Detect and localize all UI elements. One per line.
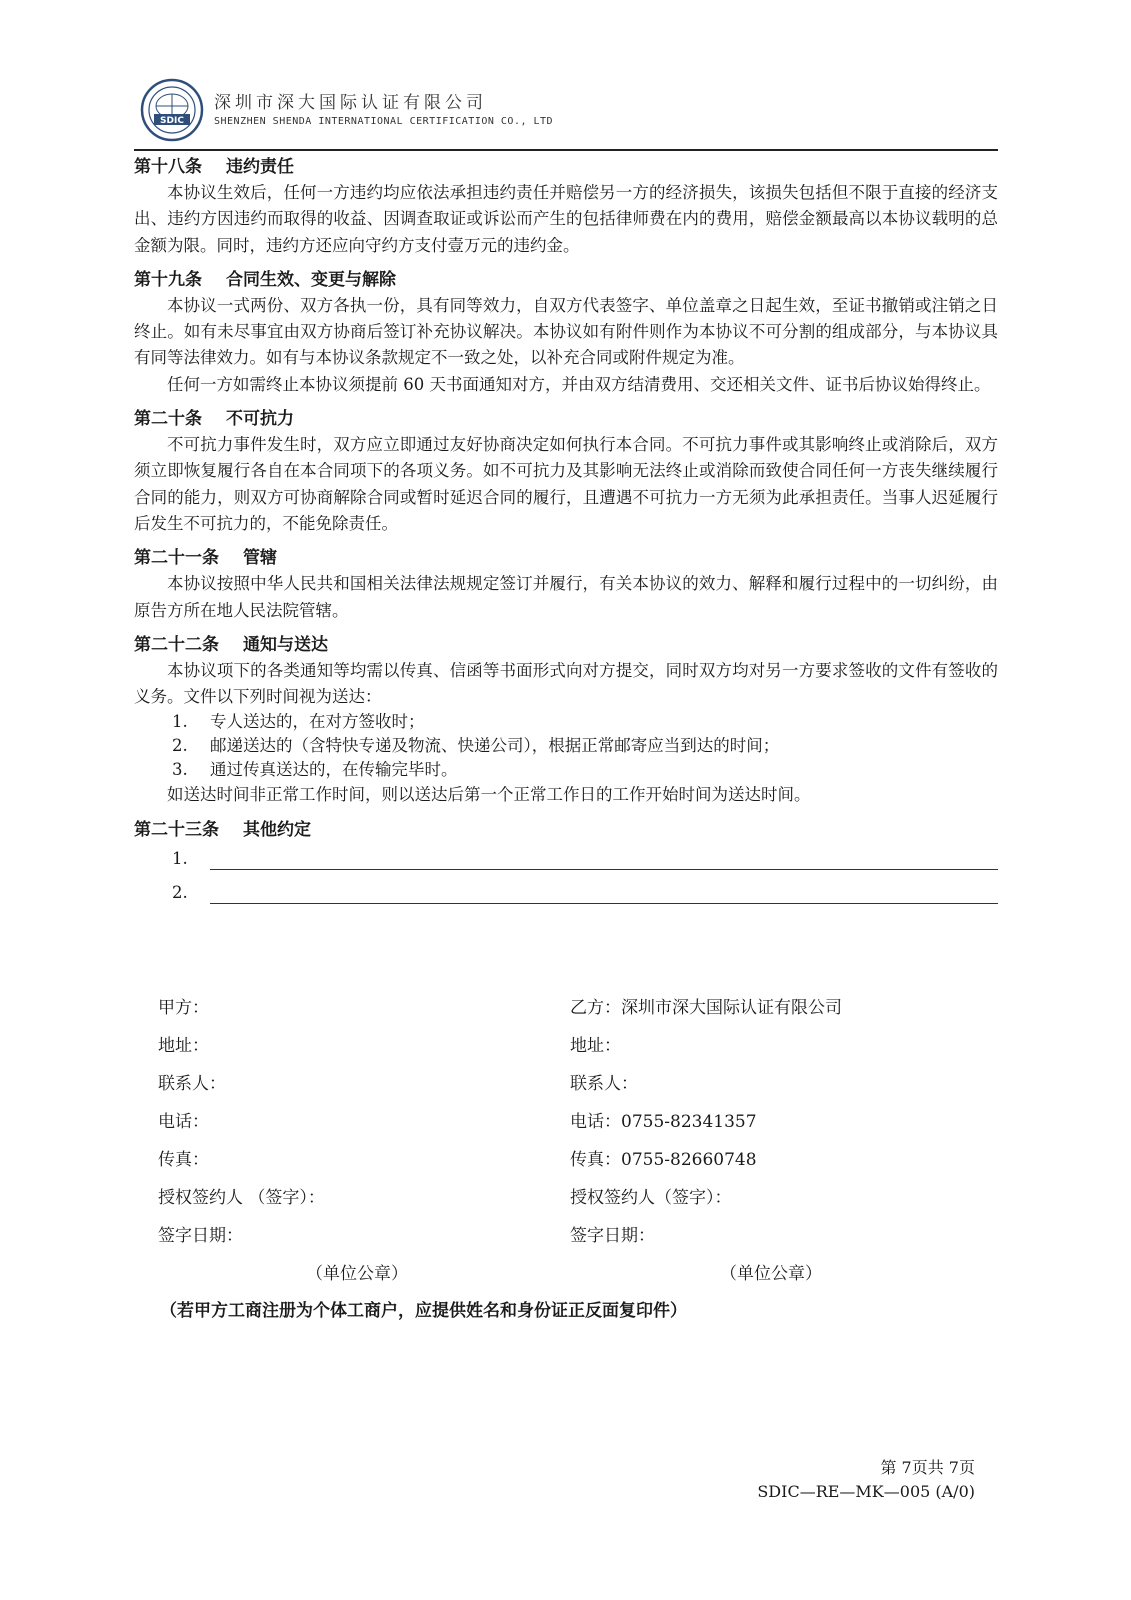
party-a-phone: 电话：	[158, 1112, 209, 1132]
section-19-paragraph-1: 本协议一式两份、双方各执一份，具有同等效力，自双方代表签字、单位盖章之日起生效，至证书撤销或注销之日终止。如有未尽事宜由双方协商后签订补充协议解决。本协议如有附件则作为本协议不可分割的组成部分，与本协议具有同等法律效力。如有与本协议条款规定不一致之处，以补充合同或附件规定为准。	[134, 295, 998, 368]
list-number: 3.	[172, 760, 188, 780]
list-text: 专人送达的，在对方签收时；	[210, 712, 425, 732]
party-a-fax: 传真：	[158, 1150, 209, 1170]
company-name-cn: 深圳市深大国际认证有限公司	[214, 93, 487, 113]
party-a-label: 甲方：	[158, 998, 209, 1018]
section-heading: 违约责任	[226, 157, 294, 177]
document-code: SDIC—RE—MK—005 (A/0)	[757, 1482, 975, 1501]
party-a-contact: 联系人：	[158, 1074, 226, 1094]
section-18-title	[134, 154, 998, 180]
line-number: 1.	[172, 848, 188, 868]
section-heading: 其他约定	[243, 819, 311, 840]
blank-rule	[210, 869, 998, 870]
section-22-title	[134, 632, 998, 658]
section-22-paragraph-1: 本协议项下的各类通知等均需以传真、信函等书面形式向对方提交，同时双方均对另一方要求签收的文件有签收的义务。文件以下列时间视为送达：	[134, 660, 998, 707]
company-logo-icon	[140, 78, 204, 142]
party-b-label: 乙方：深圳市深大国际认证有限公司	[570, 998, 842, 1018]
section-heading: 不可抗力	[226, 409, 294, 430]
section-20-title	[134, 406, 998, 432]
section-23-title	[134, 817, 998, 843]
section-heading: 合同生效、变更与解除	[226, 269, 396, 290]
section-19-paragraph-2: 任何一方如需终止本协议须提前 60 天书面通知对方，并由双方结清费用、交还相关文件、证书后协议始得终止。	[167, 374, 991, 394]
contract-body	[134, 152, 998, 911]
party-b-phone: 电话：0755-82341357	[570, 1112, 757, 1132]
section-heading: 通知与送达	[243, 634, 328, 655]
signature-row-contact	[158, 1069, 978, 1107]
other-agreement-line-2[interactable]	[134, 877, 998, 911]
section-22-paragraph-2: 如送达时间非正常工作时间，则以送达后第一个正常工作日的工作开始时间为送达时间。	[167, 785, 811, 805]
party-b-signatory: 授权签约人（签字）：	[570, 1188, 732, 1208]
blank-rule	[210, 903, 998, 904]
page-header	[134, 76, 998, 146]
party-a-sign-date: 签字日期：	[158, 1226, 243, 1246]
other-agreement-line-1[interactable]	[134, 843, 998, 877]
party-a-seal: （单位公章）	[306, 1264, 408, 1284]
individual-business-note: （若甲方工商注册为个体工商户，应提供姓名和身份证正反面复印件）	[160, 1301, 687, 1321]
page-number: 第 7页共 7页	[880, 1458, 975, 1477]
list-text: 通过传真送达的，在传输完毕时。	[210, 760, 458, 780]
list-number: 1.	[172, 712, 188, 732]
party-b-sign-date: 签字日期：	[570, 1226, 655, 1246]
signature-row-phone	[158, 1107, 978, 1145]
party-b-fax: 传真：0755-82660748	[570, 1150, 757, 1170]
header-divider	[134, 149, 998, 151]
signature-row-signatory	[158, 1183, 978, 1221]
signature-row-address	[158, 1031, 978, 1069]
signature-row-fax	[158, 1145, 978, 1183]
signature-block	[158, 993, 978, 1297]
section-number: 第二十一条	[134, 548, 219, 569]
company-name-en: SHENZHEN SHENDA INTERNATIONAL CERTIFICATION CO., LTD	[214, 116, 554, 127]
list-number: 2.	[172, 736, 188, 756]
section-21-paragraph: 本协议按照中华人民共和国相关法律法规规定签订并履行，有关本协议的效力、解释和履行过程中的一切纠纷，由原告方所在地人民法院管辖。	[134, 574, 998, 620]
seal-row	[158, 1259, 978, 1297]
section-21-title	[134, 545, 998, 571]
section-number: 第二十三条	[134, 819, 219, 840]
logo-text: SDIC	[160, 116, 184, 126]
section-19-title	[134, 267, 998, 293]
party-b-address: 地址：	[570, 1036, 621, 1056]
list-item	[134, 734, 998, 758]
section-18-paragraph: 本协议生效后，任何一方违约均应依法承担违约责任并赔偿另一方的经济损失，该损失包括但不限于直接的经济支出、违约方因违约而取得的收益、因调查取证或诉讼而产生的包括律师费在内的费用，赔偿金额最高以本协议载明的总金额为限。同时，违约方还应向守约方支付壹万元的违约金。	[134, 183, 998, 255]
section-number: 第二十二条	[134, 634, 219, 655]
page-footer	[757, 1456, 975, 1504]
section-heading: 管辖	[243, 548, 277, 569]
list-item	[134, 758, 998, 782]
party-a-address: 地址：	[158, 1036, 209, 1056]
section-20-paragraph: 不可抗力事件发生时，双方应立即通过友好协商决定如何执行本合同。不可抗力事件或其影响终止或消除后，双方须立即恢复履行各自在本合同项下的各项义务。如不可抗力及其影响无法终止或消除而致使合同任何一方丧失继续履行合同的能力，则双方可协商解除合同或暂时延迟合同的履行，且遭遇不可抗力一方无须为此承担责任。当事人迟延履行后发生不可抗力的，不能免除责任。	[134, 435, 998, 533]
section-number: 第十九条	[134, 269, 202, 290]
section-number: 第二十条	[134, 409, 202, 430]
signature-row-party	[158, 993, 978, 1031]
section-number: 第十八条	[134, 157, 202, 177]
line-number: 2.	[172, 882, 188, 902]
list-text: 邮递送达的（含特快专递及物流、快递公司），根据正常邮寄应当到达的时间；	[210, 736, 780, 756]
party-a-signatory: 授权签约人 （签字）：	[158, 1188, 325, 1208]
list-item	[134, 710, 998, 734]
party-b-seal: （单位公章）	[720, 1264, 822, 1284]
signature-row-date	[158, 1221, 978, 1259]
party-b-contact: 联系人：	[570, 1074, 638, 1094]
